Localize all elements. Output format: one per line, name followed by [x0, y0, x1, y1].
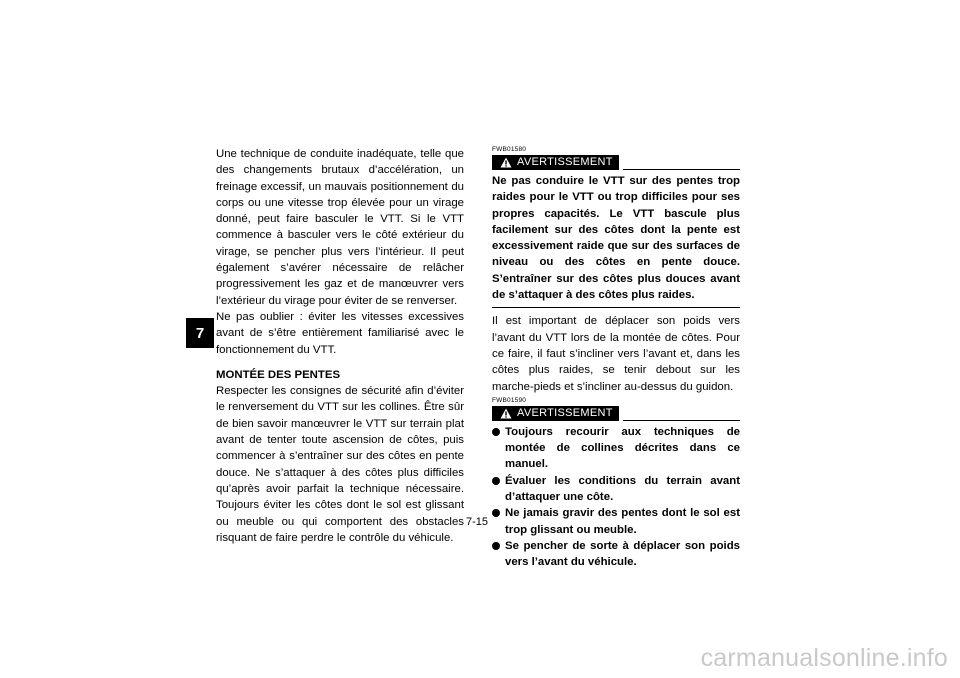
bullet-icon — [492, 477, 500, 485]
warning-rule — [623, 155, 740, 170]
warning-bullet-list — [492, 424, 740, 571]
right-column — [492, 146, 740, 571]
page-number: 7-15 — [466, 516, 489, 528]
warning-code: FWB01580 — [492, 146, 527, 153]
warning-text: Ne pas conduire le VTT sur des pentes trop raides pour le VTT ou trop difficiles pour ses propres capacités. Le VTT bascule plus facilement sur des côtes dont la pente est excessivement raide que sur des surfaces de niveau ou des côtes en pente douce. S’entraîner sur des côtes plus douces avant de s’attaquer à des côtes plus raides. — [492, 175, 740, 302]
warning-badge — [492, 155, 619, 170]
warning-end-rule — [492, 307, 740, 308]
list-item: Se pencher de sorte à déplacer son poids vers l’avant du véhicule. — [492, 538, 740, 571]
paragraph-hill-climbing: Respecter les consignes de sécurité afin d’éviter le renversement du VTT sur les collines. Être sûr de bien savoir manœuvrer le VTT sur terrain plat avant de tenter toute ascension de côtes, puis commencer à s’entraîner sur des côtes en pente douce. Ne s’attaquer à des côtes plus difficiles qu’après avoir parfait la technique nécessaire. Toujours éviter les côtes dont le sol est glissant ou meuble ou qui comportent des obstacles risquant de faire perdre le contrôle du véhicule. — [216, 385, 464, 544]
warning-header — [492, 406, 740, 421]
bullet-icon — [492, 542, 500, 550]
watermark: carmanualsonline.info — [700, 644, 948, 672]
warning-triangle-icon — [500, 408, 512, 419]
paragraph-reminder: Ne pas oublier : éviter les vitesses excessives avant de s’être entièrement familiarisé avec le fonctionnement du VTT. — [216, 310, 464, 356]
warning-badge — [492, 406, 619, 421]
list-item: Évaluer les conditions du terrain avant d’attaquer une côte. — [492, 473, 740, 506]
warning-label: AVERTISSEMENT — [517, 407, 613, 420]
list-item: Ne jamais gravir des pentes dont le sol est trop glissant ou meuble. — [492, 505, 740, 538]
section-heading: MONTÉE DES PENTES — [216, 368, 341, 381]
paragraph-weight-shift: Il est important de déplacer son poids vers l’avant du VTT lors de la montée de côtes. Pour ce faire, il faut s’incliner vers l’avant et, dans les côtes plus raides, se tenir debout sur les marche-pieds et s’incliner au-dessus du guidon. — [492, 315, 740, 393]
left-column — [216, 146, 464, 546]
warning-code: FWB01590 — [492, 396, 527, 404]
warning-triangle-icon — [500, 157, 512, 168]
chapter-tab: 7 — [186, 318, 214, 348]
warning-rule — [623, 406, 740, 421]
warning-label: AVERTISSEMENT — [517, 156, 613, 169]
warning-header — [492, 155, 740, 170]
bullet-icon — [492, 509, 500, 517]
bullet-icon — [492, 428, 500, 436]
list-item: Toujours recourir aux techniques de montée de collines décrites dans ce manuel. — [492, 424, 740, 473]
paragraph-tipping: Une technique de conduite inadéquate, telle que des changements brutaux d’accélération, un freinage excessif, un mauvais positionnement du corps ou une vitesse trop élevée pour un virage donné, peut faire basculer le VTT. Si le VTT commence à basculer vers le côté extérieur du virage, se pencher plus vers l’intérieur. Il peut également s’avérer nécessaire de relâcher progressivement les gaz et de manœuvrer vers l’extérieur du virage pour éviter de se renverser. — [216, 148, 464, 307]
